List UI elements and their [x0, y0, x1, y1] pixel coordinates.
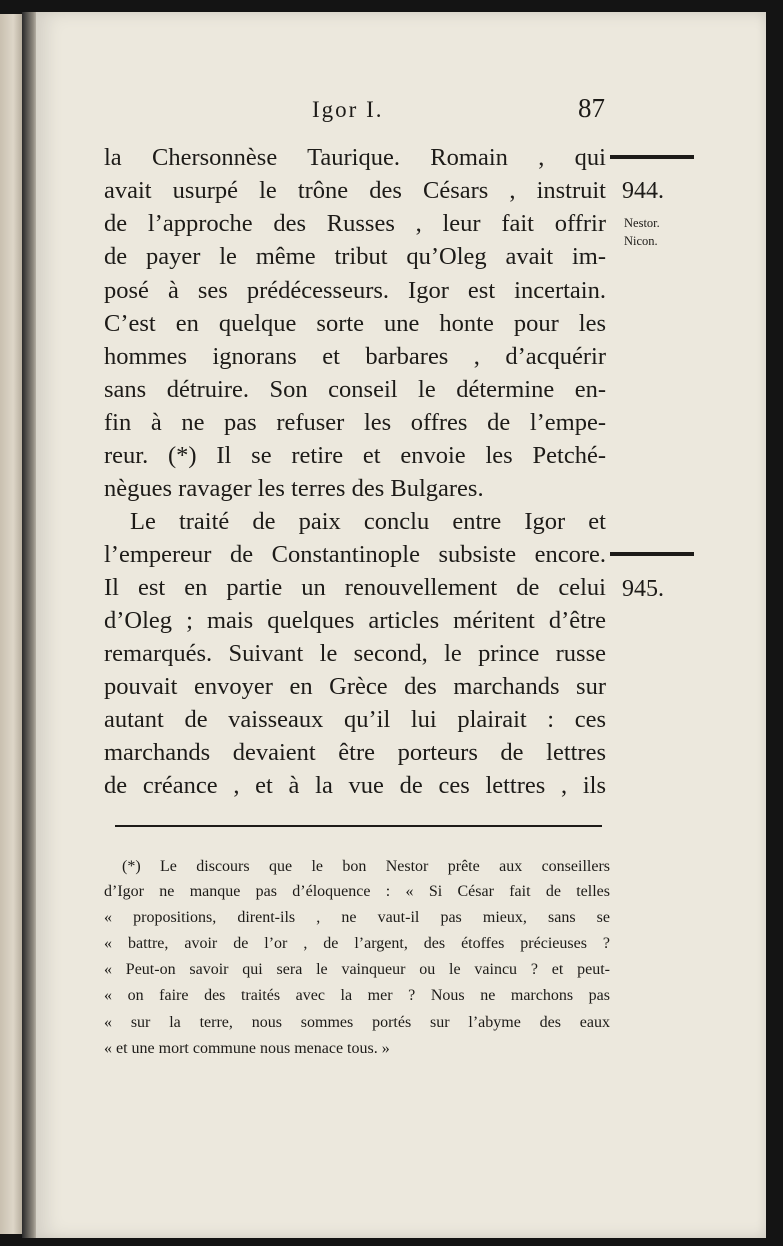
- text-line: sans détruire. Son conseil le détermine en-: [104, 376, 606, 403]
- margin-source: Nicon.: [624, 234, 658, 248]
- text-line: de l’approche des Russes , leur fait offrir: [104, 210, 606, 237]
- text-line: Il est en partie un renouvellement de celui: [104, 574, 606, 601]
- margin-year: 944.: [622, 178, 664, 204]
- left-page-edge: [0, 14, 22, 1234]
- text-line: reur. (*) Il se retire et envoie les Petché-: [104, 442, 606, 469]
- footnote-line: (*) Le discours que le bon Nestor prête aux conseillers: [122, 858, 610, 875]
- text-line: posé à ses prédécesseurs. Igor est incertain.: [104, 277, 606, 304]
- text-line: marchands devaient être porteurs de lettres: [104, 739, 606, 766]
- footnote-line: « Peut-on savoir qui sera le vainqueur ou le vaincu ? et peut-: [104, 961, 610, 978]
- text-line: nègues ravager les terres des Bulgares.: [104, 475, 484, 502]
- text-line: autant de vaisseaux qu’il lui plairait : ces: [104, 706, 606, 733]
- text-line: la Chersonnèse Taurique. Romain , qui: [104, 144, 606, 171]
- text-line: de créance , et à la vue de ces lettres , ils: [104, 772, 606, 799]
- text-line: fin à ne pas refuser les offres de l’empe-: [104, 409, 606, 436]
- margin-year: 945.: [622, 576, 664, 602]
- margin-rule: [610, 552, 694, 556]
- text-line: remarqués. Suivant le second, le prince russe: [104, 640, 606, 667]
- text-line: d’Oleg ; mais quelques articles méritent d’être: [104, 607, 606, 634]
- footnote-line: « battre, avoir de l’or , de l’argent, des étoffes précieuses ?: [104, 935, 610, 952]
- footnote-line: « propositions, dirent-ils , ne vaut-il pas mieux, sans se: [104, 909, 610, 926]
- text-line: l’empereur de Constantinople subsiste encore.: [104, 541, 606, 568]
- footnote-line: « sur la terre, nous sommes portés sur l’abyme des eaux: [104, 1014, 610, 1031]
- text-line: hommes ignorans et barbares , d’acquérir: [104, 343, 606, 370]
- text-line: pouvait envoyer en Grèce des marchands sur: [104, 673, 606, 700]
- footnote-line: « et une mort commune nous menace tous. »: [104, 1040, 390, 1057]
- text-line: de payer le même tribut qu’Oleg avait im-: [104, 243, 606, 270]
- text-line: Le traité de paix conclu entre Igor et: [130, 508, 606, 535]
- margin-source: Nestor.: [624, 216, 660, 230]
- footnote-line: d’Igor ne manque pas d’éloquence : « Si César fait de telles: [104, 883, 610, 900]
- text-line: C’est en quelque sorte une honte pour les: [104, 310, 606, 337]
- running-head: Igor I.: [312, 97, 384, 122]
- text-line: avait usurpé le trône des Césars , instruit: [104, 177, 606, 204]
- margin-rule: [610, 155, 694, 159]
- footnote-separator: [115, 825, 602, 827]
- page-number: 87: [578, 93, 605, 123]
- footnote-line: « on faire des traités avec la mer ? Nous ne marchons pas: [104, 987, 610, 1004]
